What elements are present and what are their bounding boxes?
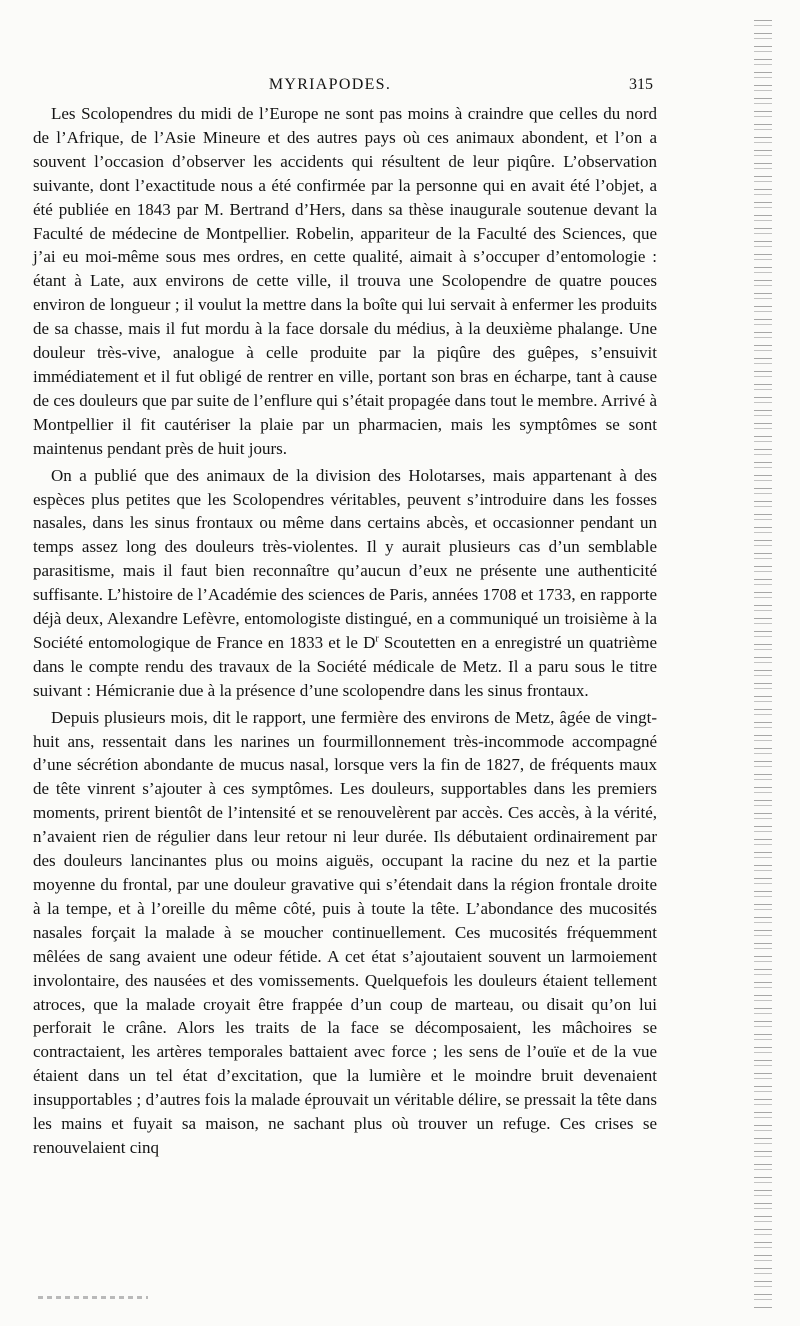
paragraph-text: On a publié que des animaux de la division des Holotarses, mais appartenant à des espèces plus petites que les Scolopendres véritables, peuvent s’introduire dans les fosses nasales, dans les sinus frontaux ou même dans certains abcès, et occasionner pendant un temps assez long des douleurs très-violentes. Il y aurait plusieurs cas d’un semblable parasitisme, mais il faut bien reconnaître qu’aucun d’eux ne présente une authenticité suffisante. L’histoire de l’Académie des sciences de Paris, années 1708 et 1733, en rapporte déjà deux, Alexandre Lefèvre, entomologiste distingué, en a communiqué un troisième à la Société entomologique de France en 1833 et le D bbox=[33, 465, 657, 652]
paragraph-holotarses bbox=[33, 464, 657, 703]
page-number: 315 bbox=[629, 76, 653, 93]
paragraph-case-report bbox=[33, 706, 657, 1160]
doctor-abbreviation-superscript: r bbox=[375, 633, 379, 645]
running-title: MYRIAPODES. bbox=[268, 76, 392, 93]
paragraph-text-continued: Scoutetten en a enregistré un quatrième dans le compte rendu des travaux de la Société médicale de Metz. Il a paru sous le titre suivant : Hémicranie due à la présence d’une scolopendre dans les sinus frontaux. bbox=[33, 632, 657, 700]
scan-bottom-smudge bbox=[38, 1296, 148, 1299]
running-head bbox=[33, 76, 657, 102]
paragraph-text: Depuis plusieurs mois, dit le rapport, une fermière des environs de Metz, âgée de vingt-huit ans, ressentait dans les narines un fourmillonnement très-incommode accompagné d’une sécrétion abondante de mucus nasal, lorsque vers la fin de 1827, de fréquents maux de tête vinrent s’ajouter à ces symptômes. Les douleurs, supportables dans les premiers moments, prirent bientôt de l’intensité et se renouvelèrent par accès. Ces accès, à la vérité, n’avaient rien de régulier dans leur retour ni leur durée. Ils débutaient ordinairement par des douleurs lancinantes plus ou moins aiguës, occupant la racine du nez et la partie moyenne du frontal, par une douleur gravative qui s’étendait dans la région frontale droite à la tempe, et à l’oreille du même côté, puis à toute la tête. L’abondance des mucosités nasales forçait la malade à se moucher continuellement. Ces mucosités fréquemment mêlées de sang avaient une odeur fétide. A cet état s’ajoutaient souvent un larmoiement involontaire, des nausées et des vomissements. Quelquefois les douleurs étaient tellement atroces, que la malade croyait être frappée d’un coup de marteau, ou disait qu’on lui perforait le crâne. Alors les traits de la face se décomposaient, les mâchoires se contractaient, les artères temporales battaient avec force ; les sens de l’ouïe et de la vue étaient dans un tel état d’excitation, que la lumière et le moindre bruit devenaient insupportables ; d’autres fois la malade éprouvait un véritable délire, se pressait la tête dans les mains et fuyait sa maison, ne sachant plus où trouver un refuge. Ces crises se renouvelaient cinq bbox=[33, 707, 657, 1157]
paragraph-text: Les Scolopendres du midi de l’Europe ne sont pas moins à craindre que celles du nord de l’Afrique, de l’Asie Mineure et des autres pays où ces animaux abondent, et l’on a souvent l’occasion d’observer les accidents qui résultent de leur piqûre. L’observation suivante, dont l’exactitude nous a été confirmée par la personne qui en avait été l’objet, a été publiée en 1843 par M. Bertrand d’Hers, dans sa thèse inaugurale soutenue devant la Faculté de médecine de Montpellier. Robelin, appariteur de la Faculté des Sciences, que j’ai eu moi-même sous mes ordres, en cette qualité, aimait à s’occuper d’entomologie : étant à Late, aux environs de cette ville, il trouva une Scolopendre de quatre pouces environ de longueur ; il voulut la mettre dans la boîte qui lui servait à enfermer les produits de sa chasse, mais il fut mordu à la face dorsale du médius, à la deuxième phalange. Une douleur très-vive, analogue à celle produite par la piqûre des guêpes, s’ensuivit immédiatement et il fut obligé de rentrer en ville, portant son bras en écharpe, tant à cause de ces douleurs que par suite de l’enflure qui s’était propagée dans tout le membre. Arrivé à Montpellier il fit cautériser la plaie par un pharmacien, mais les symptômes se sont maintenus pendant près de huit jours. bbox=[33, 104, 657, 458]
book-page bbox=[33, 76, 657, 1160]
scan-edge-marks bbox=[754, 20, 772, 1310]
paragraph-scolopendra-bite bbox=[33, 102, 657, 461]
body-text bbox=[33, 102, 657, 1160]
